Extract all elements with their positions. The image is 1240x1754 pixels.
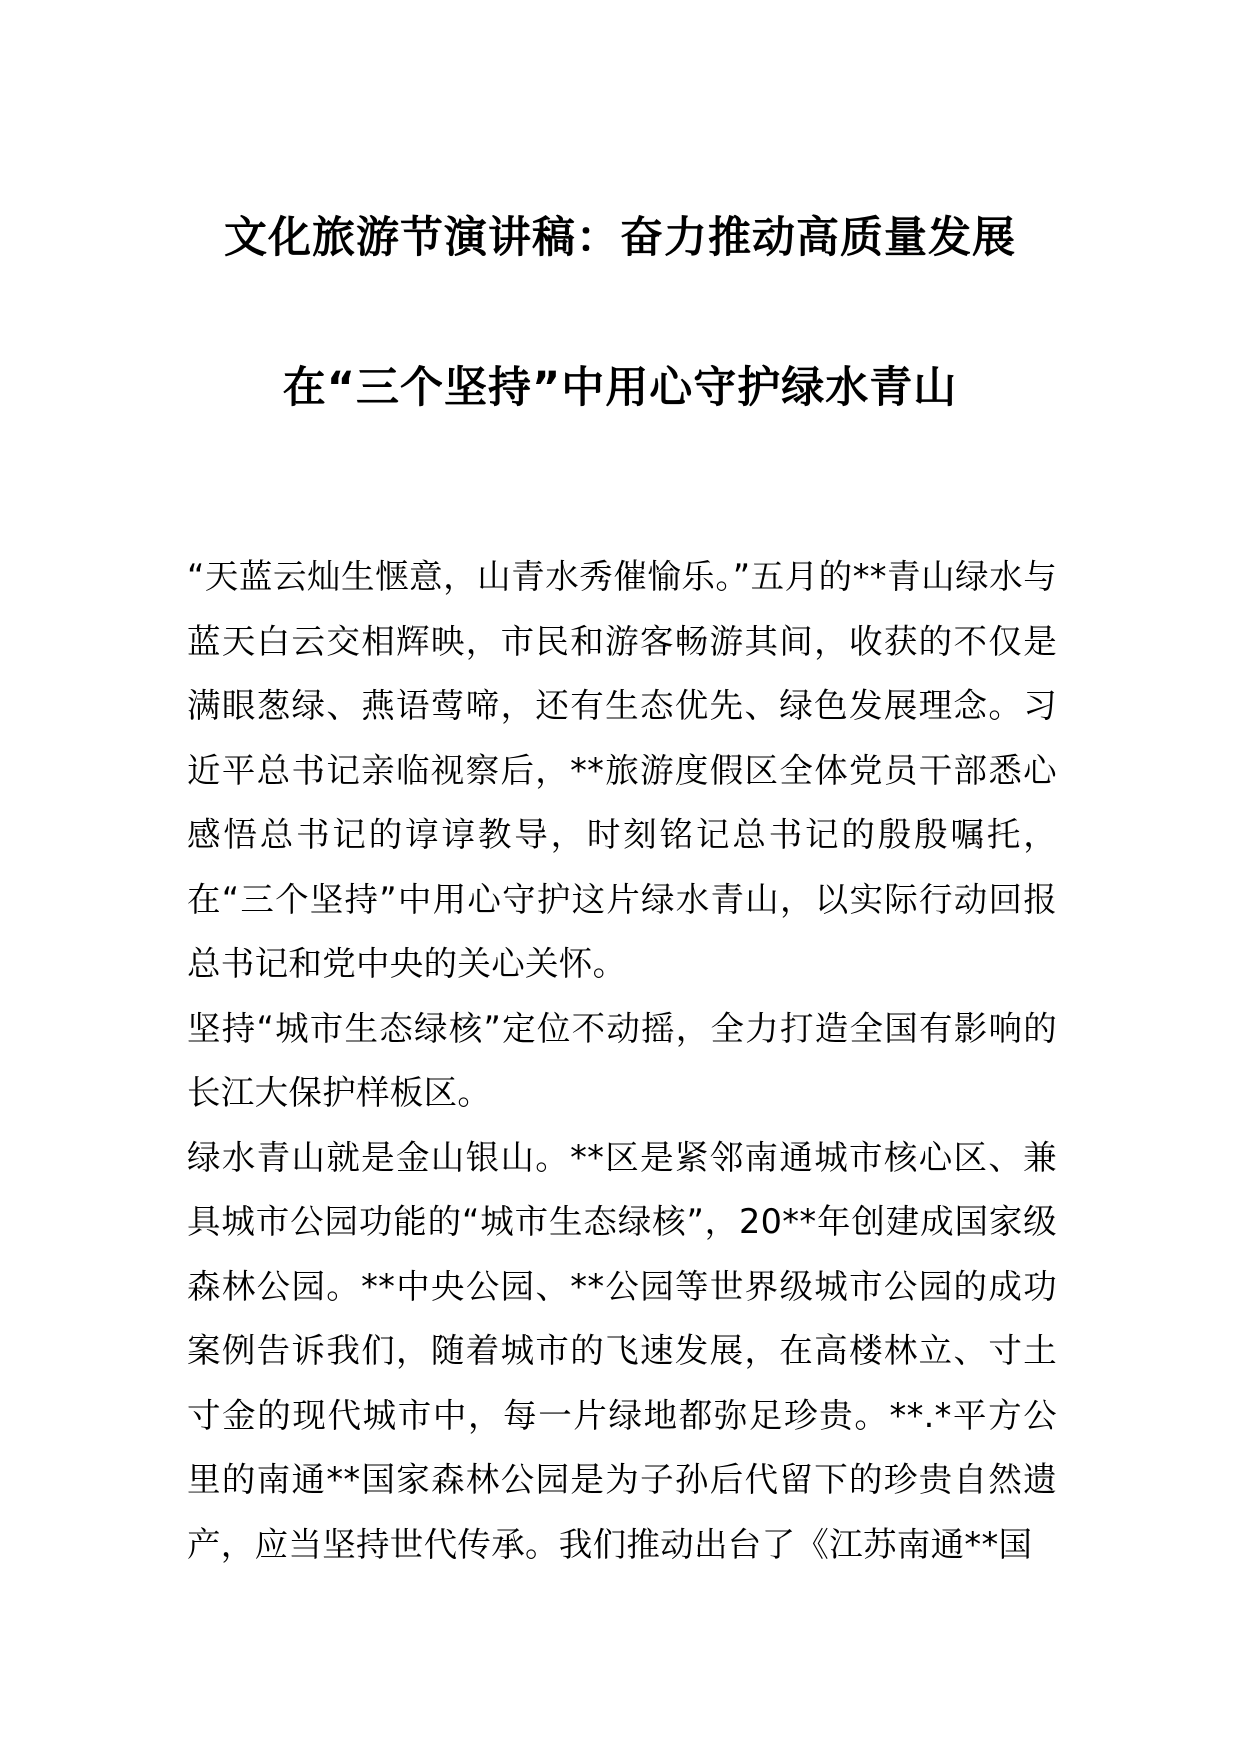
paragraph-2: 坚持“城市生态绿核”定位不动摇，全力打造全国有影响的长江大保护样板区。 xyxy=(187,1008,1057,1112)
document-body xyxy=(187,545,1057,1577)
paragraph-1: “天蓝云灿生惬意，山青水秀催愉乐。”五月的**青山绿水与蓝天白云交相辉映，市民和游客畅游其间，收获的不仅是满眼葱绿、燕语莺啼，还有生态优先、绿色发展理念。习近平总书记亲临视察后，**旅游度假区全体党员干部悉心感悟总书记的谆谆教导，时刻铭记总书记的殷殷嘱托，在“三个坚持”中用心守护这片绿水青山，以实际行动回报总书记和党中央的关心关怀。 xyxy=(187,557,1057,983)
document-subtitle: 在“三个坚持”中用心守护绿水青山 xyxy=(282,363,958,413)
document-title: 文化旅游节演讲稿：奋力推动高质量发展 xyxy=(224,213,1016,263)
paragraph-3: 绿水青山就是金山银山。**区是紧邻南通城市核心区、兼具城市公园功能的“城市生态绿核”，20**年创建成国家级森林公园。**中央公园、**公园等世界级城市公园的成功案例告诉我们，随着城市的飞速发展，在高楼林立、寸土寸金的现代城市中，每一片绿地都弥足珍贵。**.*平方公里的南通**国家森林公园是为子孙后代留下的珍贵自然遗产，应当坚持世代传承。我们推动出台了《江苏南通**国 xyxy=(187,1137,1057,1564)
